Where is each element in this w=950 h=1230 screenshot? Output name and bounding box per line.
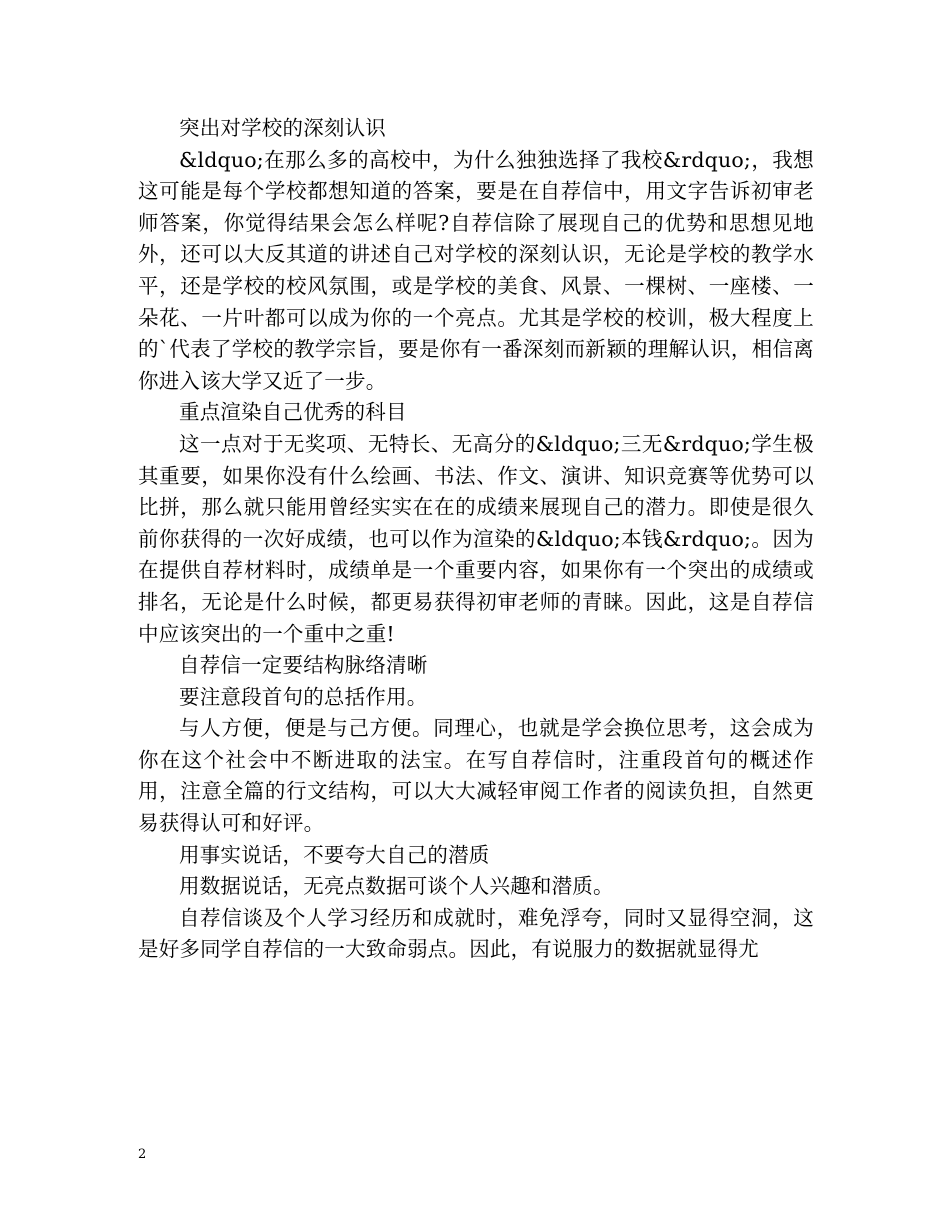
section-heading-facts: 用事实说话，不要夸大自己的潜质: [179, 842, 490, 867]
paragraph-topic-sentence: 要注意段首句的总括作用。: [179, 684, 428, 709]
section-heading-best-subjects: 重点渲染自己优秀的科目: [179, 400, 407, 425]
paragraph-best-subjects: 这一点对于无奖项、无特长、无高分的&ldquo;三无&rdquo;学生极其重要，如果你没有什么绘画、书法、作文、演讲、知识竞赛等优势可以比拼，那么就只能用曾经实实在在的成绩来展现自己的潜力。即使是很久前你获得的一次好成绩，也可以作为渲染的&ldquo;本钱&rdquo;。因为在提供自荐材料时，成绩单是一个重要内容，如果你有一个突出的成绩或排名，无论是什么时候，都更易获得初审老师的青睐。因此，这是自荐信中应该突出的一个重中之重!: [138, 431, 814, 646]
paragraph-data: 用数据说话，无亮点数据可谈个人兴趣和潜质。: [179, 874, 614, 899]
paragraph-achievements: 自荐信谈及个人学习经历和成就时，难免浮夸，同时又显得空洞，这是好多同学自荐信的一大致命弱点。因此，有说服力的数据就显得尤: [138, 905, 814, 962]
page-number: 2: [138, 1147, 147, 1162]
section-heading-school-understanding: 突出对学校的深刻认识: [179, 116, 386, 140]
document-body: [138, 113, 814, 966]
section-heading-clear-structure: 自荐信一定要结构脉络清晰: [179, 653, 428, 678]
paragraph-empathy: 与人方便，便是与己方便。同理心，也就是学会换位思考，这会成为你在这个社会中不断进取的法宝。在写自荐信时，注重段首句的概述作用，注意全篇的行文结构，可以大大减轻审阅工作者的阅读负担，自然更易获得认可和好评。: [138, 716, 814, 836]
paragraph-school-understanding: &ldquo;在那么多的高校中，为什么独独选择了我校&rdquo;，我想这可能是每个学校都想知道的答案，要是在自荐信中，用文字告诉初审老师答案，你觉得结果会怎么样呢?自荐信除了展现自己的优势和思想见地外，还可以大反其道的讲述自己对学校的深刻认识，无论是学校的教学水平，还是学校的校风氛围，或是学校的美食、风景、一棵树、一座楼、一朵花、一片叶都可以成为你的一个亮点。尤其是学校的校训，极大程度上的`代表了学校的教学宗旨，要是你有一番深刻而新颖的理解认识，相信离你进入该大学又近了一步。: [138, 147, 814, 393]
